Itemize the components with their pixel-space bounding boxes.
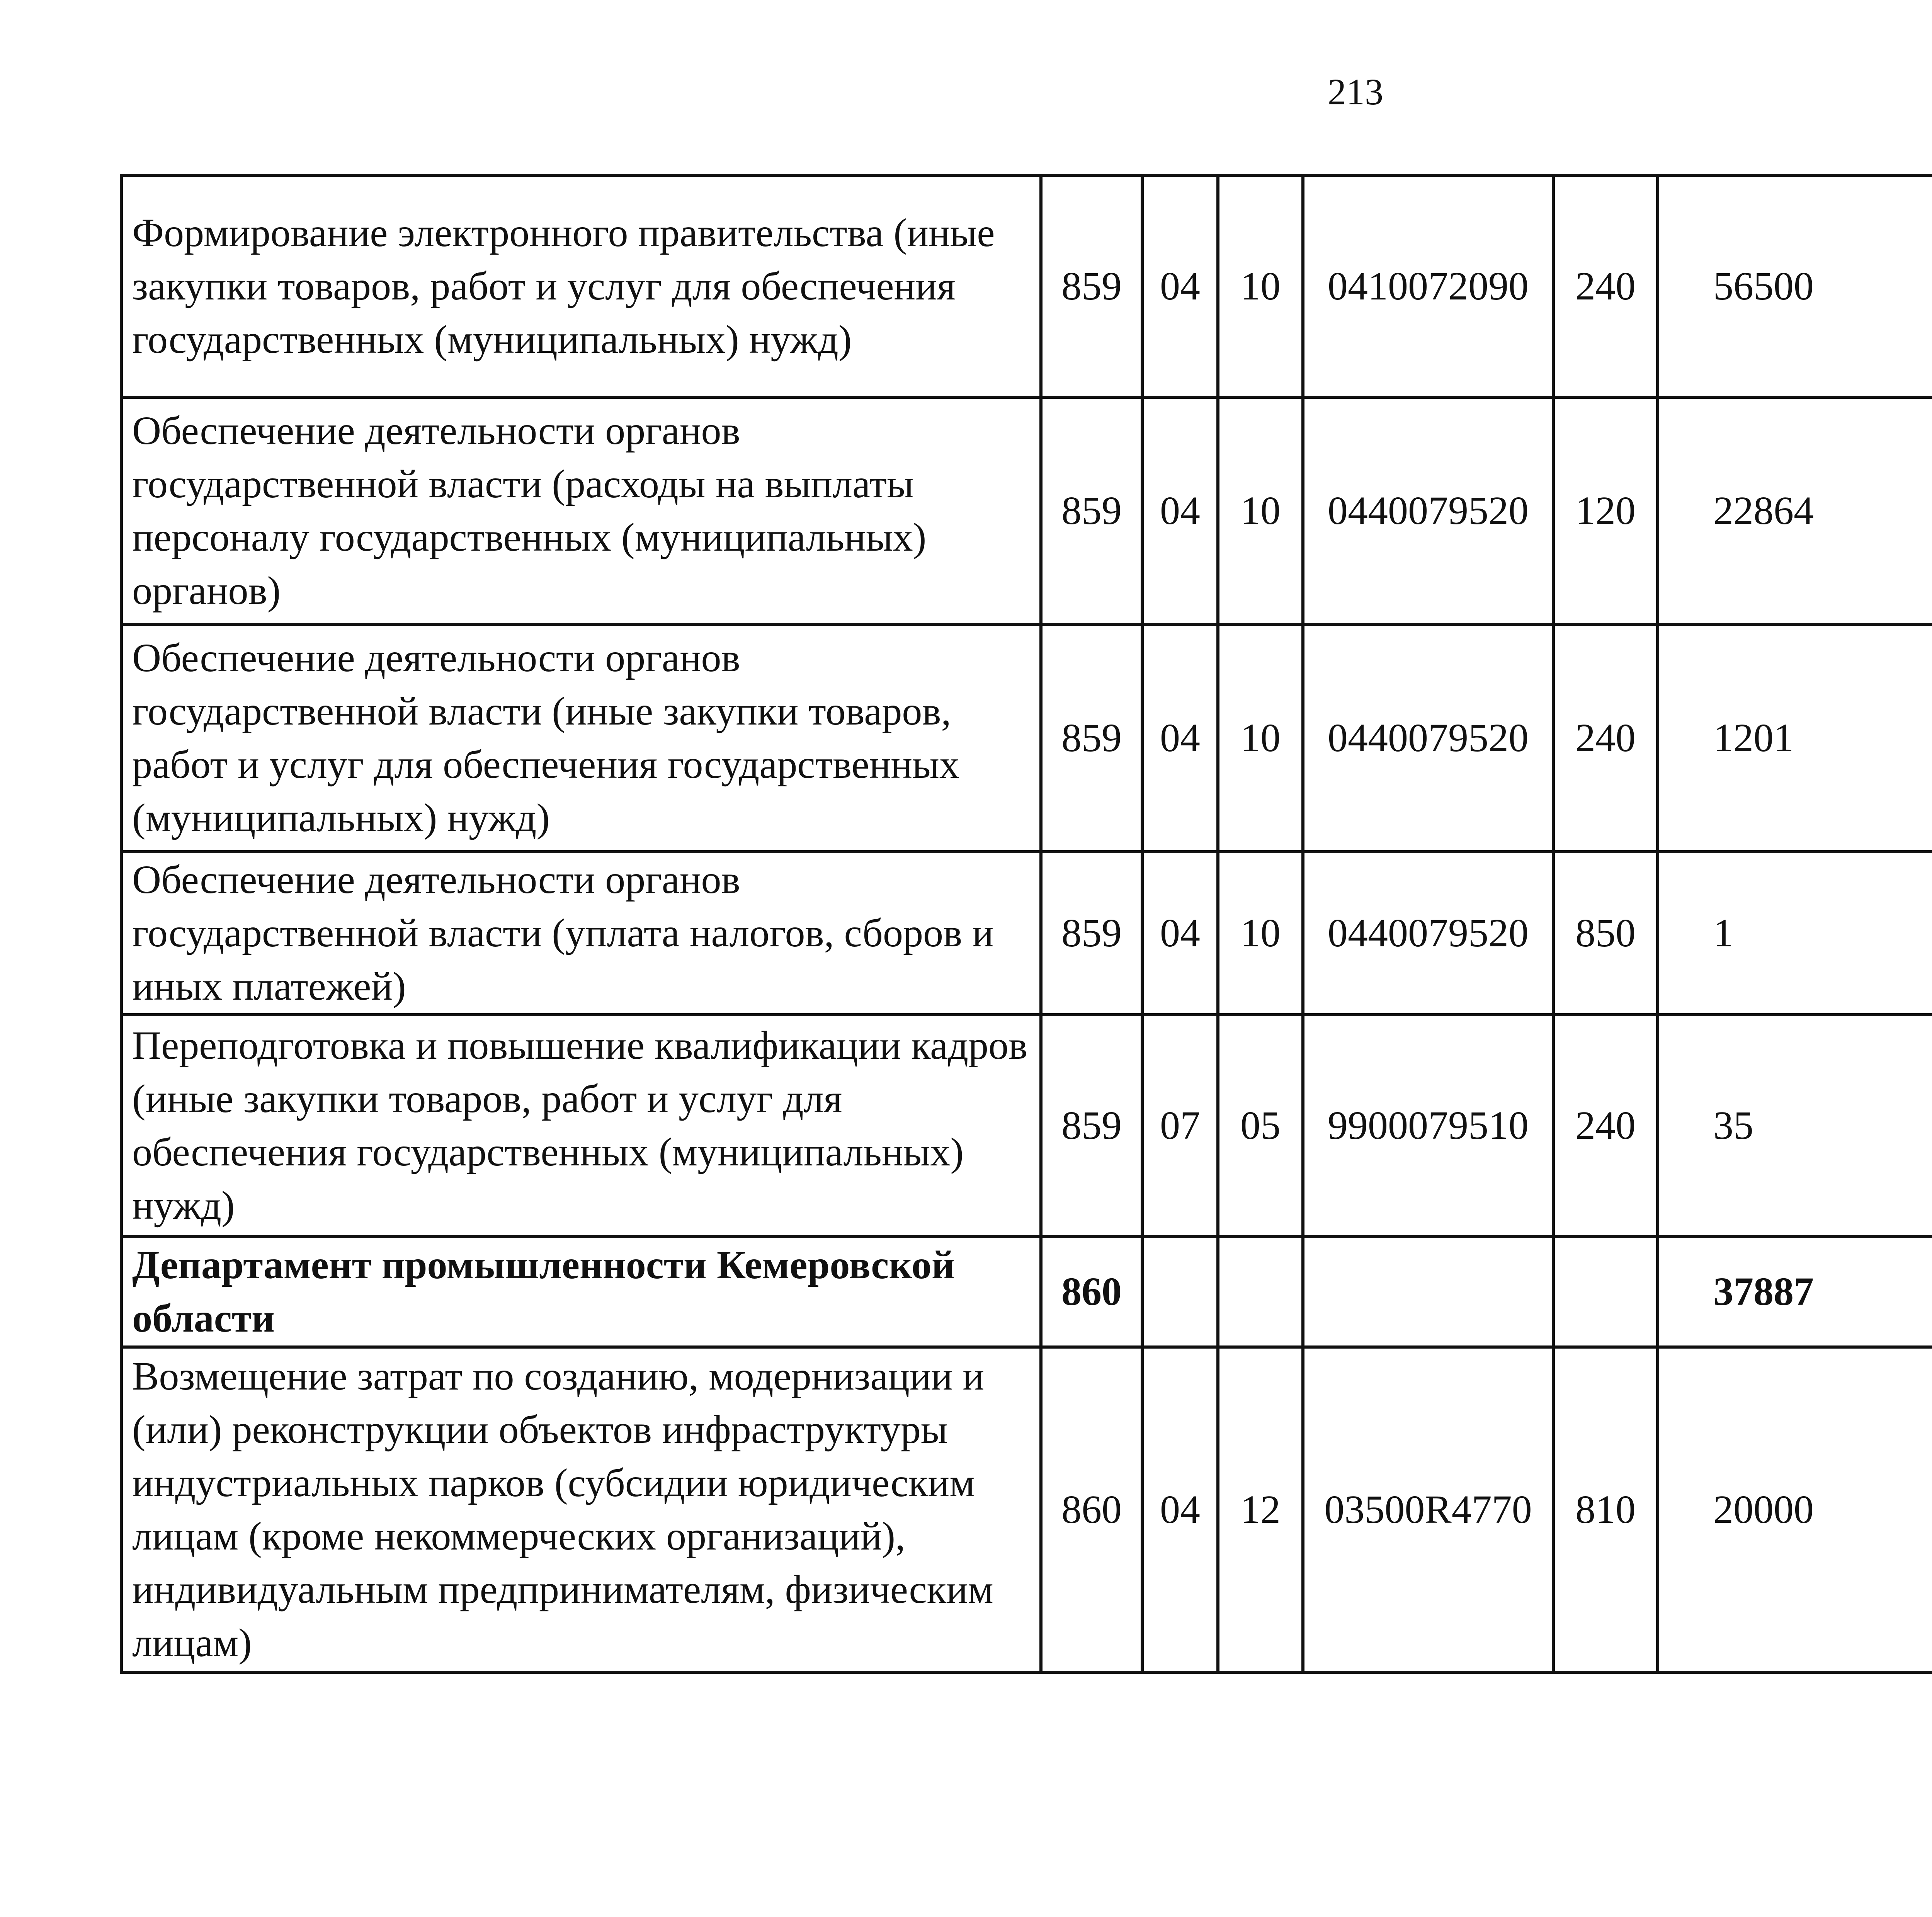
department-code: 860: [1041, 1347, 1142, 1672]
expense-type-code: 240: [1553, 1015, 1658, 1237]
table-row: [121, 1015, 1932, 1237]
row-name: Формирование электронного правительства (иные закупки товаров, работ и услуг для обеспечения государственных (муниципальных) нужд): [121, 175, 1041, 397]
row-name: Возмещение затрат по созданию, модернизации и (или) реконструкции объектов инфраструктуры индустриальных парков (субсидии юридическим лицам (кроме некоммерческих организаций), индивидуальным предпринимателям, физическим лицам): [121, 1347, 1041, 1672]
table-row: [121, 624, 1932, 852]
table-row: [121, 175, 1932, 397]
row-name: Обеспечение деятельности органов государственной власти (расходы на выплаты персоналу государственных (муниципальных) органов): [121, 397, 1041, 624]
target-article-code: 0440079520: [1303, 852, 1553, 1015]
expense-type-code: 240: [1553, 624, 1658, 852]
amount-year-1: 37887: [1658, 1237, 1932, 1347]
amount-year-1: 20000: [1658, 1347, 1932, 1672]
subsection-code: 10: [1218, 397, 1303, 624]
department-code: 860: [1041, 1237, 1142, 1347]
subsection-code: 10: [1218, 175, 1303, 397]
section-code: 04: [1142, 175, 1218, 397]
budget-table: [120, 174, 1932, 1674]
table-row: [121, 852, 1932, 1015]
table-row: [121, 397, 1932, 624]
amount-year-1: 56500: [1658, 175, 1932, 397]
section-code: 04: [1142, 852, 1218, 1015]
department-code: 859: [1041, 1015, 1142, 1237]
subsection-code: 10: [1218, 624, 1303, 852]
section-code: 04: [1142, 1347, 1218, 1672]
department-code: 859: [1041, 852, 1142, 1015]
table-row: [121, 1347, 1932, 1672]
target-article-code: [1303, 1237, 1553, 1347]
subsection-code: [1218, 1237, 1303, 1347]
target-article-code: 03500R4770: [1303, 1347, 1553, 1672]
expense-type-code: 120: [1553, 397, 1658, 624]
amount-year-1: 1201: [1658, 624, 1932, 852]
subsection-code: 10: [1218, 852, 1303, 1015]
section-code: 07: [1142, 1015, 1218, 1237]
department-code: 859: [1041, 397, 1142, 624]
row-name: Переподготовка и повышение квалификации кадров (иные закупки товаров, работ и услуг для обеспечения государственных (муниципальных) нужд): [121, 1015, 1041, 1237]
page-number: 213: [1328, 71, 1383, 112]
target-article-code: 9900079510: [1303, 1015, 1553, 1237]
target-article-code: 0440079520: [1303, 624, 1553, 852]
expense-type-code: 240: [1553, 175, 1658, 397]
section-code: 04: [1142, 624, 1218, 852]
row-name: Обеспечение деятельности органов государственной власти (иные закупки товаров, работ и услуг для обеспечения государственных (муниципальных) нужд): [121, 624, 1041, 852]
target-article-code: 0440079520: [1303, 397, 1553, 624]
target-article-code: 0410072090: [1303, 175, 1553, 397]
row-name: Обеспечение деятельности органов государственной власти (уплата налогов, сборов и иных платежей): [121, 852, 1041, 1015]
table-row-department-total: [121, 1237, 1932, 1347]
department-code: 859: [1041, 175, 1142, 397]
expense-type-code: [1553, 1237, 1658, 1347]
amount-year-1: 1: [1658, 852, 1932, 1015]
department-code: 859: [1041, 624, 1142, 852]
subsection-code: 05: [1218, 1015, 1303, 1237]
section-code: [1142, 1237, 1218, 1347]
amount-year-1: 22864: [1658, 397, 1932, 624]
amount-year-1: 35: [1658, 1015, 1932, 1237]
subsection-code: 12: [1218, 1347, 1303, 1672]
expense-type-code: 850: [1553, 852, 1658, 1015]
section-code: 04: [1142, 397, 1218, 624]
row-name: Департамент промышленности Кемеровской области: [121, 1237, 1041, 1347]
expense-type-code: 810: [1553, 1347, 1658, 1672]
